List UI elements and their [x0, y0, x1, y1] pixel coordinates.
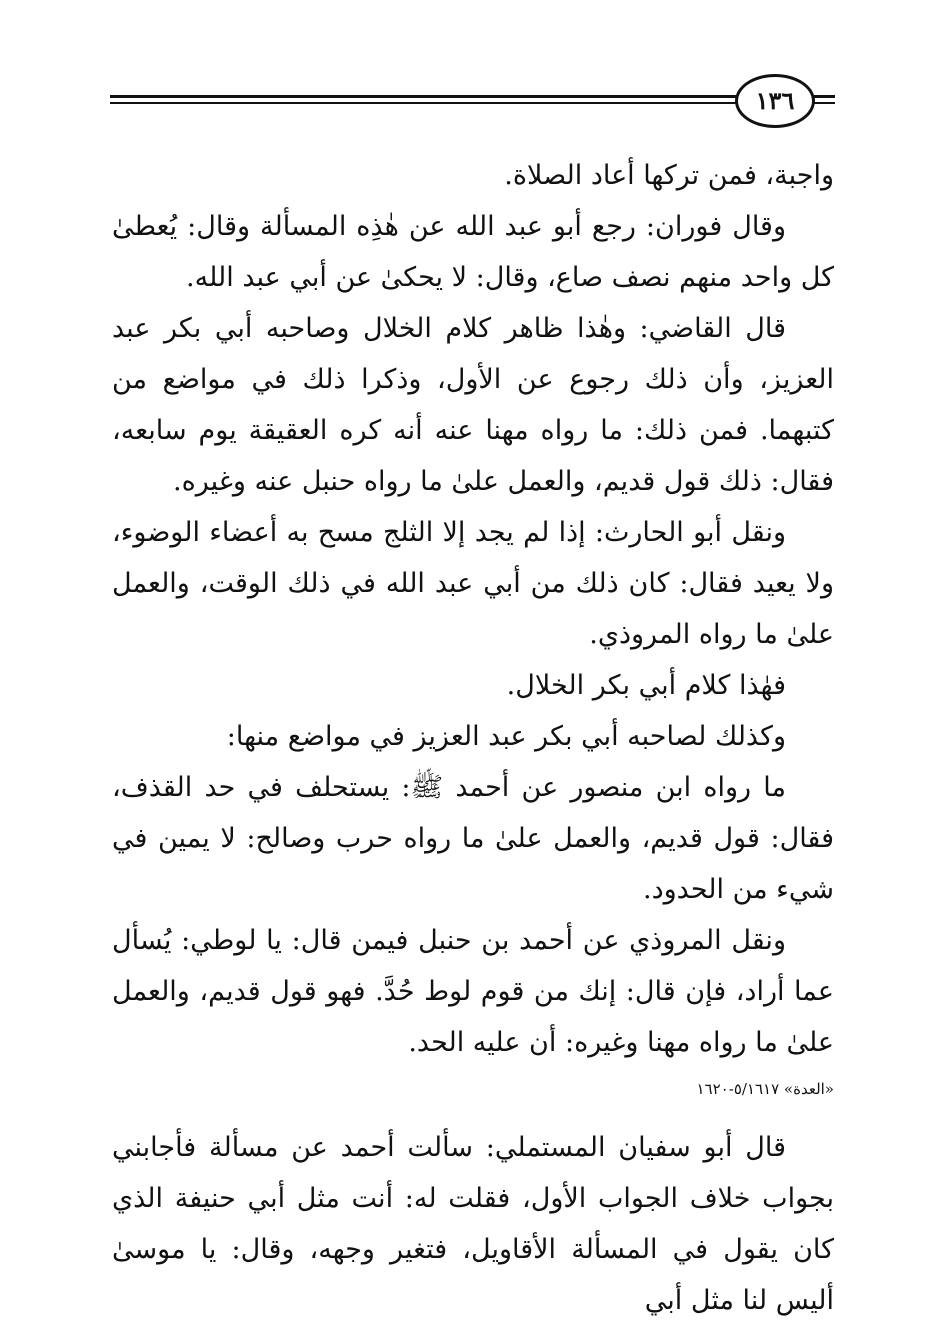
paragraph-3: قال القاضي: وهٰذا ظاهر كلام الخلال وصاحبه أبي بكر عبد العزيز، وأن ذلك رجوع عن الأول، وذكرا ذلك في مواضع من كتبهما. فمن ذلك: ما رواه مهنا عنه أنه كره العقيقة يوم سابعه، فقال: ذلك قول قديم، والعمل علىٰ ما رواه حنبل عنه وغيره. — [112, 313, 834, 497]
page-header — [110, 72, 835, 132]
header-rule-thin — [110, 102, 835, 104]
source-reference: «العدة» ٥/١٦١٧-١٦٢٠ — [696, 1080, 834, 1098]
paragraph-9: قال أبو سفيان المستملي: سألت أحمد عن مسألة فأجابني بجواب خلاف الجواب الأول، فقلت له: أنت مثل أبي حنيفة الذي كان يقول في المسألة الأقاويل، فتغير وجهه، وقال: يا موسىٰ أليس لنا مثل أبي — [112, 1132, 834, 1316]
paragraph-8: ونقل المروذي عن أحمد بن حنبل فيمن قال: يا لوطي: يُسأل عما أراد، فإن قال: إنك من قوم لوط حُدَّ. فهو قول قديم، والعمل علىٰ ما رواه مهنا وغيره: أن عليه الحد. — [112, 925, 834, 1058]
paragraph-1: واجبة، فمن تركها أعاد الصلاة. — [504, 160, 834, 191]
header-rule-thick — [110, 95, 835, 98]
paragraph-6: وكذلك لصاحبه أبي بكر عبد العزيز في مواضع منها: — [226, 721, 786, 752]
paragraph-7: ما رواه ابن منصور عن أحمد ﷺ: يستحلف في حد القذف، فقال: قول قديم، والعمل علىٰ ما رواه حرب وصالح: لا يمين في شيء من الحدود. — [112, 772, 834, 905]
page-number-badge — [735, 74, 815, 128]
paragraph-2: وقال فوران: رجع أبو عبد الله عن هٰذِه المسألة وقال: يُعطىٰ كل واحد منهم نصف صاع، وقال: لا يحكىٰ عن أبي عبد الله. — [112, 211, 834, 293]
paragraph-4: ونقل أبو الحارث: إذا لم يجد إلا الثلج مسح به أعضاء الوضوء، ولا يعيد فقال: كان ذلك من أبي عبد الله في ذلك الوقت، والعمل علىٰ ما رواه المروذي. — [112, 517, 834, 650]
main-text — [112, 150, 834, 1326]
page-number: ١٣٦ — [755, 86, 795, 115]
paragraph-5: فهٰذا كلام أبي بكر الخلال. — [506, 670, 786, 701]
